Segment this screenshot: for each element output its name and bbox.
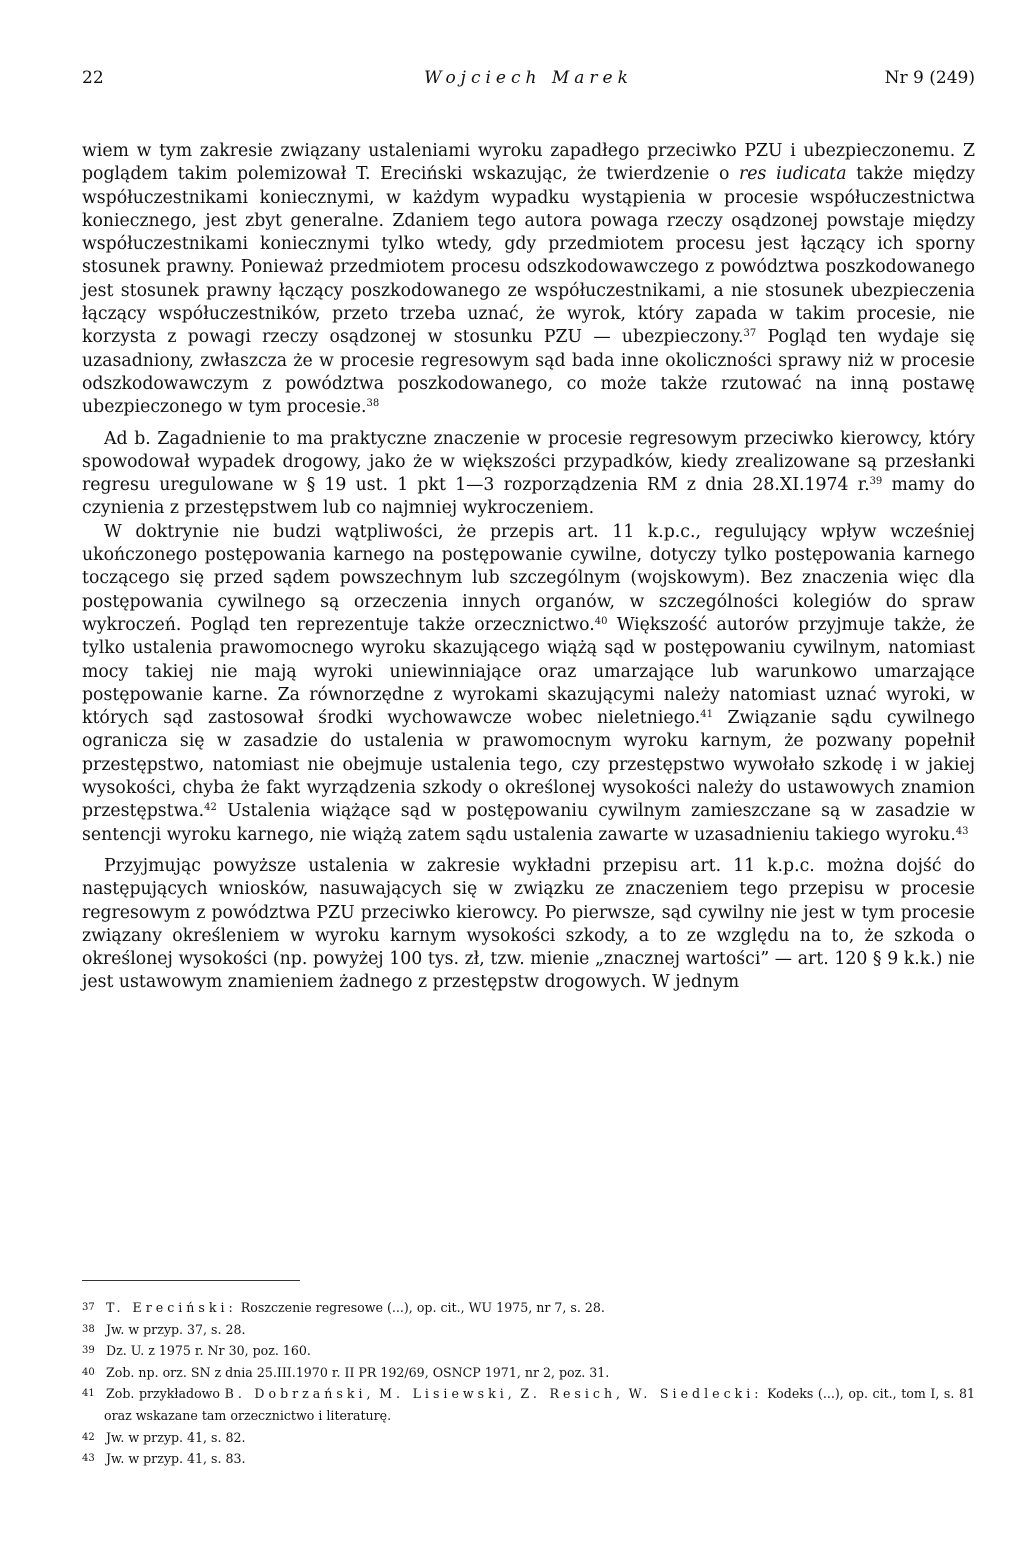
- paragraph-4: [82, 855, 975, 995]
- text-span: Ustalenia wiążące sąd w postępowaniu cywilnym zamieszczane są w zasadzie w sentencji wyroku karnego, nie wiążą zatem sądu ustalenia zawarte w uzasadnieniu takiego wyroku.: [82, 801, 975, 845]
- paragraph-3: [82, 521, 975, 847]
- footnote-40: [82, 1362, 975, 1384]
- article-body: [82, 140, 975, 995]
- footnote-ref[interactable]: 38: [366, 398, 380, 410]
- footnote-text: Jw. w przyp. 41, s. 83.: [106, 1451, 246, 1467]
- footnote-ref[interactable]: 42: [204, 802, 217, 814]
- text-span: także między współuczestnikami koniecznymi, w każdym wypadku wystąpienia w procesie współuczestnictwa koniecznego, jest zbyt generalne. Zdaniem tego autora powaga rzeczy osądzonej powstaje między współuczestnikami koniecznymi tylko wtedy, gdy przedmiotem procesu jest łączący ich sporny stosunek prawny. Ponieważ przedmiotem procesu odszkodowawczego z powództwa poszkodowanego jest stosunek prawny łączący poszkodowanego ze współuczestnikami, a nie stosunek ubezpieczenia łączący współuczestników, przeto trzeba uznać, że wyrok, który zapada w takim procesie, nie korzysta z powagi rzeczy osądzonej w stosunku PZU — ubezpieczony.: [82, 164, 975, 348]
- footnote-ref[interactable]: 39: [869, 476, 883, 488]
- page-header: [82, 68, 975, 96]
- text-span: mamy do czynienia z przestępstwem lub co najmniej wykroczeniem.: [82, 475, 975, 519]
- footnote-author: Z. Resich,: [520, 1386, 625, 1402]
- footnote-number: 39: [82, 1345, 95, 1357]
- footnote-number: 40: [82, 1366, 95, 1378]
- footnotes: [82, 1297, 975, 1470]
- footnote-38: [82, 1319, 975, 1341]
- text-span: W doktrynie nie budzi wątpliwości, że przepis art. 11 k.p.c., regulujący wpływ wcześniej ukończonego postępowania karnego na postępowanie cywilne, dotyczy tylko postępowania karnego toczącego się przed sądem powszechnym lub szczególnym (wojskowym). Bez znaczenia więc dla postępowania cywilnego są orzeczenia innych organów, w szczególności kolegiów do spraw wykroczeń. Pogląd ten reprezentuje także orzecznictwo.: [82, 521, 975, 635]
- footnote-text: Jw. w przyp. 41, s. 82.: [106, 1429, 246, 1445]
- text-span: Przyjmując powyższe ustalenia w zakresie wykładni przepisu art. 11 k.p.c. można dojść do następujących wniosków, nasuwających się w związku ze znaczeniem tego przepisu w procesie regresowym z powództwa PZU przeciwko kierowcy. Po pierwsze, sąd cywilny nie jest w tym procesie związany określeniem w wyroku karnym wysokości szkody, a to ze względu na to, że szkoda o określonej wysokości (np. powyżej 100 tys. zł, tzw. mienie „znacznej wartości” — art. 120 § 9 k.k.) nie jest ustawowym znamieniem żadnego z przestępstw drogowych. W jednym: [82, 855, 975, 993]
- text-span: Ad b. Zagadnienie to ma praktyczne znaczenie w procesie regresowym przeciwko kierowcy, który spowodował wypadek drogowy, jako że w większości przypadków, kiedy zrealizowane są przesłanki regresu uregulowane w § 19 ust. 1 pkt 1—3 rozporządzenia RM z dnia 28.XI.1974 r.: [82, 428, 975, 496]
- footnote-ref[interactable]: 40: [594, 615, 608, 627]
- footnote-41: [82, 1383, 975, 1426]
- footnote-number: 38: [82, 1323, 95, 1335]
- footnote-42: [82, 1427, 975, 1449]
- footnote-author: T. Ereciński:: [106, 1300, 237, 1315]
- text-span: wiem w tym zakresie związany ustaleniami wyroku zapadłego przeciwko PZU i ubezpieczonemu. Z poglądem takim polemizował T. Ereciński wskazując, że twierdzenie o: [82, 141, 975, 185]
- footnote-text: Roszczenie regresowe (...), op. cit., WU 1975, nr 7, s. 28.: [236, 1300, 605, 1315]
- footnote-separator: [82, 1280, 300, 1281]
- footnote-37: [82, 1297, 975, 1319]
- footnote-text: Jw. w przyp. 37, s. 28.: [106, 1321, 246, 1337]
- footnote-39: [82, 1340, 975, 1362]
- footnote-text: Zob. np. orz. SN z dnia 25.III.1970 r. II PR 192/69, OSNCP 1971, nr 2, poz. 31.: [106, 1364, 610, 1380]
- footnote-number: 42: [82, 1431, 95, 1443]
- issue-number: Nr 9 (249): [884, 68, 975, 88]
- footnote-text: Dz. U. z 1975 r. Nr 30, poz. 160.: [106, 1343, 311, 1359]
- footnote-number: 37: [82, 1302, 95, 1313]
- footnote-number: 41: [82, 1388, 95, 1400]
- page-number: 22: [82, 68, 104, 88]
- text-span: Pogląd ten wydaje się uzasadniony, zwłaszcza że w procesie regresowym sąd bada inne okoliczności sprawy niż w procesie odszkodowawczym z powództwa poszkodowanego, co może także rzutować na inną postawę ubezpieczonego w tym procesie.: [82, 327, 975, 418]
- latin-term: res iudicata: [739, 164, 847, 185]
- paragraph-2: [82, 428, 975, 521]
- text-span: Związanie sądu cywilnego ogranicza się w zasadzie do ustalenia w prawomocnym wyroku karnym, że pozwany popełnił przestępstwo, natomiast nie obejmuje ustalenia tego, czy przestępstwo wywołało szkodę i w jakiej wysokości, chyba że fakt wyrządzenia szkody o określonej wysokości należy do ustawowych znamion przestępstwa.: [82, 708, 975, 822]
- footnote-ref[interactable]: 41: [700, 709, 713, 721]
- footnote-ref[interactable]: 37: [743, 328, 757, 340]
- footnote-author: B. Dobrzański,: [224, 1386, 375, 1402]
- footnote-number: 43: [82, 1453, 95, 1465]
- running-head-author: Wojciech Marek: [424, 68, 633, 88]
- text-span: Większość autorów przyjmuje także, że tylko ustalenia prawomocnego wyroku skazującego wiążą sąd w postępowaniu cywilnym, natomiast mocy takiej nie mają wyroki uniewinniające oraz umarzające lub warunkowo umarzające postępowanie karne. Za równorzędne z wyrokami skazującymi należy natomiast uznać wyroki, w których sąd zastosował środki wychowawcze wobec nieletniego.: [82, 614, 975, 729]
- footnote-text: Zob. przykładowo: [106, 1386, 225, 1402]
- footnote-author: W. Siedlecki:: [628, 1386, 763, 1402]
- footnote-text: Kodeks (...), op. cit., tom I, s. 81 oraz wskazane tam orzecznictwo i literaturę.: [104, 1386, 975, 1423]
- paragraph-1: [82, 140, 975, 420]
- footnote-ref[interactable]: 43: [955, 825, 969, 837]
- footnote-author: M. Lisiewski,: [379, 1386, 516, 1402]
- footnote-43: [82, 1448, 975, 1470]
